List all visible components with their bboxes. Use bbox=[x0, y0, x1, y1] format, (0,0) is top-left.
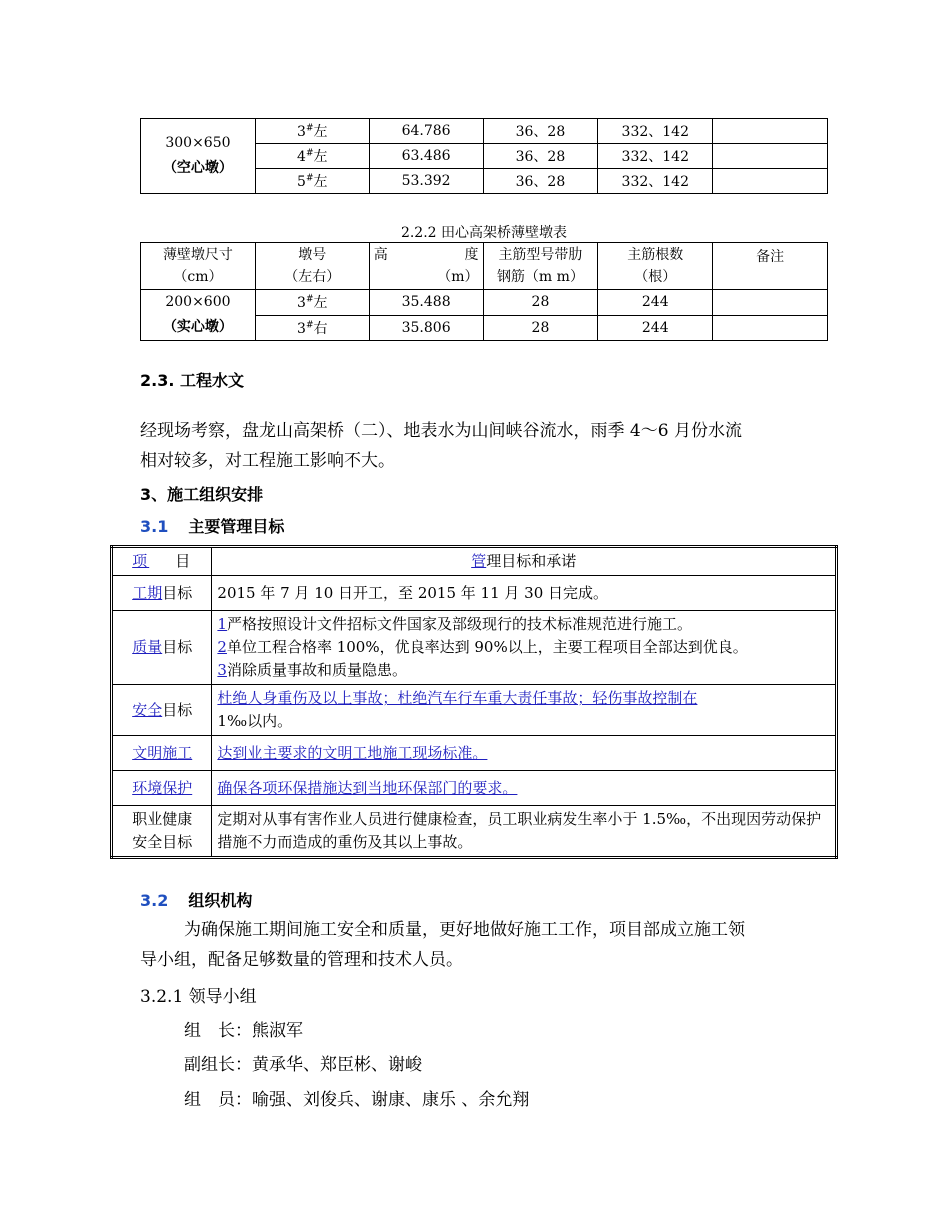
pier-type: （实心墩） bbox=[162, 319, 233, 335]
goal-text-safety: 杜绝人身重伤及以上事故；杜绝汽车行车重大责任事故；轻伤事故控制在 1‰以内。 bbox=[212, 685, 837, 736]
header-size: 薄壁墩尺寸 （cm） bbox=[141, 243, 256, 290]
pier-height: 53.392 bbox=[369, 169, 483, 194]
pier-height: 64.786 bbox=[369, 119, 483, 144]
table-row bbox=[112, 736, 837, 771]
bar-type: 36、28 bbox=[483, 144, 598, 169]
bar-type: 36、28 bbox=[483, 169, 598, 194]
table-row bbox=[112, 806, 837, 858]
management-goals-table bbox=[110, 545, 838, 859]
pier-number: 3#左 bbox=[255, 119, 369, 144]
header-goal: 管理目标和承诺 bbox=[212, 547, 837, 576]
note bbox=[713, 315, 828, 341]
bar-count: 332、142 bbox=[598, 119, 713, 144]
table-row bbox=[112, 685, 837, 736]
section-heading-2-3: 2.3. 工程水文 bbox=[140, 371, 244, 390]
section-heading-3: 3、施工组织安排 bbox=[140, 485, 264, 504]
team-members: 组 员：喻强、刘俊兵、谢康、康乐 、余允翔 bbox=[184, 1090, 530, 1110]
hollow-pier-table bbox=[140, 118, 828, 194]
bar-type: 36、28 bbox=[483, 119, 598, 144]
table-row bbox=[141, 290, 828, 316]
note bbox=[713, 144, 828, 169]
bar-count: 332、142 bbox=[598, 169, 713, 194]
section-heading-3-1: 3.1 主要管理目标 bbox=[140, 517, 285, 536]
pier-number: 3#右 bbox=[255, 315, 369, 341]
header-bar-count: 主筋根数 （根） bbox=[598, 243, 713, 290]
header-bar-type: 主筋型号带肋 钢筋（m m） bbox=[483, 243, 598, 290]
bar-count: 332、142 bbox=[598, 144, 713, 169]
pier-size: 200×600 bbox=[165, 294, 231, 310]
section-heading-3-2: 3.2 组织机构 bbox=[140, 891, 253, 910]
goal-label-health: 职业健康 安全目标 bbox=[112, 806, 212, 858]
goal-text-quality: 1严格按照设计文件招标文件国家及部级现行的技术标准规范进行施工。 2单位工程合格率 100%，优良率达到 90%以上，主要工程项目全部达到优良。 3消除质量事故和质量隐患。 bbox=[212, 611, 837, 685]
pier-height: 35.806 bbox=[369, 315, 483, 341]
note bbox=[713, 169, 828, 194]
goal-label-safety: 安全目标 bbox=[112, 685, 212, 736]
header-pier: 墩号 （左右） bbox=[255, 243, 369, 290]
table-row bbox=[112, 611, 837, 685]
goal-text-environment: 确保各项环保措施达到当地环保部门的要求。 bbox=[212, 771, 837, 806]
goal-label-civilized: 文明施工 bbox=[112, 736, 212, 771]
table-row bbox=[112, 771, 837, 806]
goal-label-quality: 质量目标 bbox=[112, 611, 212, 685]
pier-number: 5#左 bbox=[255, 169, 369, 194]
header-note: 备注 bbox=[713, 243, 828, 290]
pier-height: 63.486 bbox=[369, 144, 483, 169]
goal-text-schedule: 2015 年 7 月 10 日开工，至 2015 年 11 月 30 日完成。 bbox=[212, 576, 837, 611]
table-row bbox=[141, 119, 828, 144]
table-header-row bbox=[112, 547, 837, 576]
team-leader: 组 长：熊淑军 bbox=[184, 1021, 303, 1041]
header-item: 项 目 bbox=[112, 547, 212, 576]
pier-size-cell bbox=[141, 119, 256, 194]
table-header-row bbox=[141, 243, 828, 290]
thin-wall-pier-table bbox=[140, 242, 828, 341]
hydrology-paragraph: 经现场考察，盘龙山高架桥（二）、地表水为山间峡谷流水，雨季 4～6 月份水流 相对较多，对工程施工影响不大。 bbox=[140, 421, 742, 471]
header-height: 高 度 （m） bbox=[369, 243, 483, 290]
pier-type: （空心墩） bbox=[162, 160, 233, 176]
table-row bbox=[112, 576, 837, 611]
organization-paragraph: 为确保施工期间施工安全和质量，更好地做好施工工作，项目部成立施工领 导小组，配备足够数量的管理和技术人员。 bbox=[140, 920, 745, 970]
goal-label-environment: 环境保护 bbox=[112, 771, 212, 806]
note bbox=[713, 290, 828, 316]
table-caption: 2.2.2 田心高架桥薄壁墩表 bbox=[400, 225, 568, 241]
bar-count: 244 bbox=[598, 290, 713, 316]
goal-text-health: 定期对从事有害作业人员进行健康检查，员工职业病发生率小于 1.5‰，不出现因劳动保护措施不力而造成的重伤及其以上事故。 bbox=[212, 806, 837, 858]
bar-type: 28 bbox=[483, 290, 598, 316]
pier-number: 3#左 bbox=[255, 290, 369, 316]
pier-size-cell bbox=[141, 290, 256, 341]
team-deputy: 副组长：黄承华、郑臣彬、谢峻 bbox=[184, 1055, 422, 1075]
note bbox=[713, 119, 828, 144]
section-heading-3-2-1: 3.2.1 领导小组 bbox=[140, 987, 257, 1007]
goal-text-civilized: 达到业主要求的文明工地施工现场标准。 bbox=[212, 736, 837, 771]
bar-type: 28 bbox=[483, 315, 598, 341]
pier-height: 35.488 bbox=[369, 290, 483, 316]
bar-count: 244 bbox=[598, 315, 713, 341]
pier-number: 4#左 bbox=[255, 144, 369, 169]
pier-size: 300×650 bbox=[165, 135, 231, 151]
goal-label-schedule: 工期目标 bbox=[112, 576, 212, 611]
